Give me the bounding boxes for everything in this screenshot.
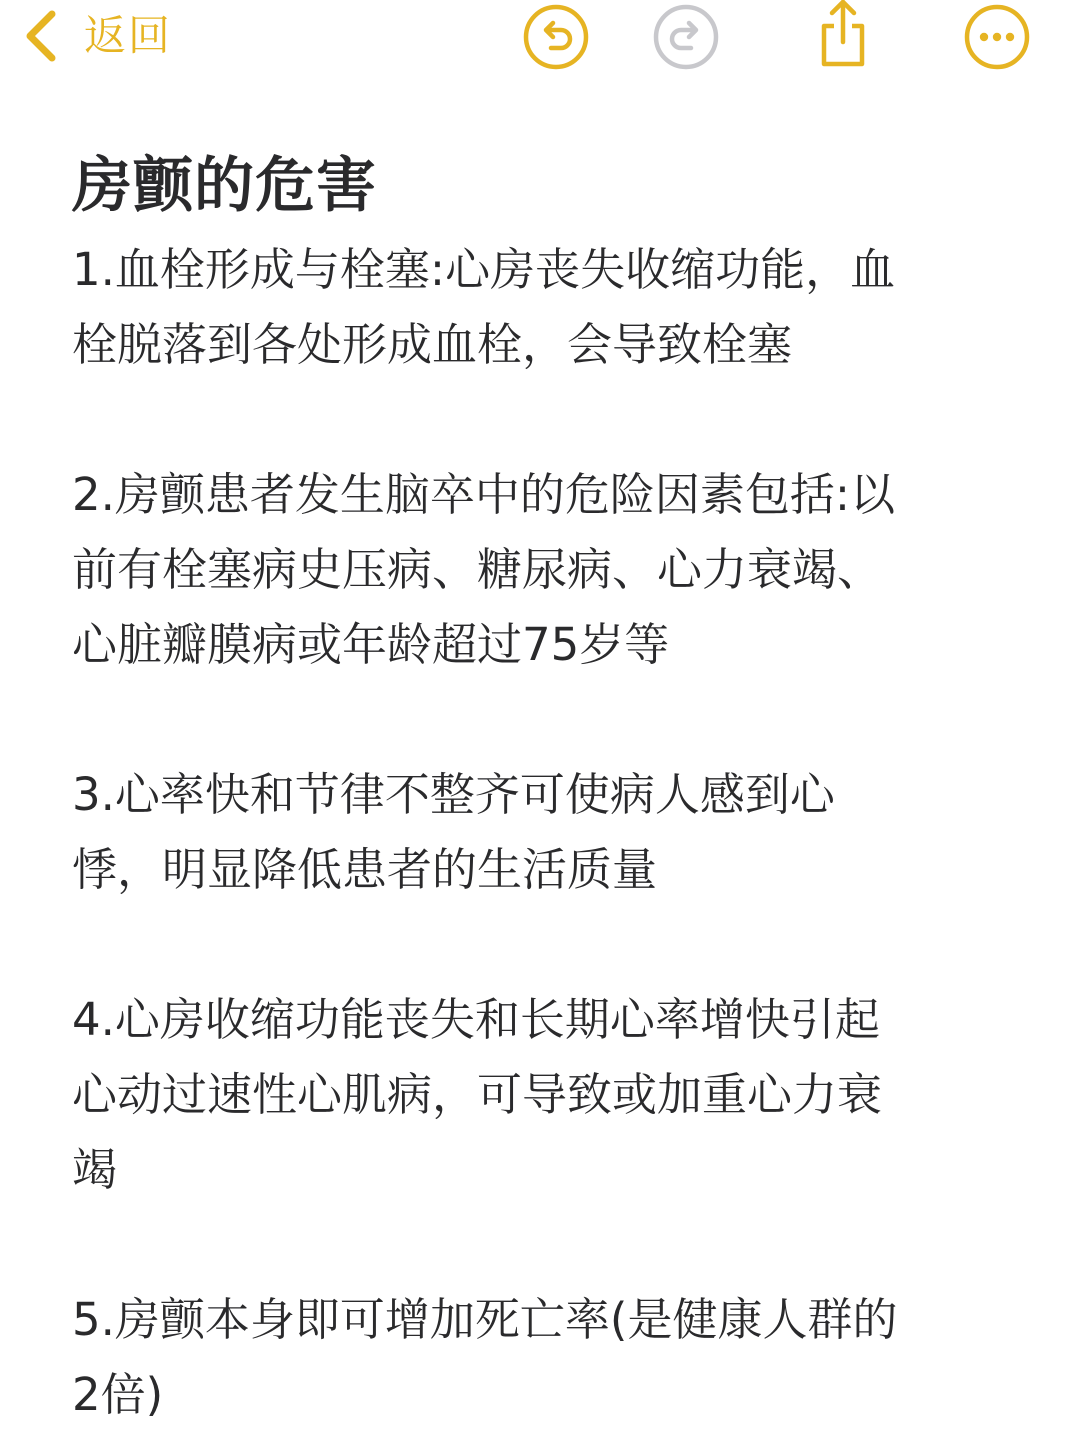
- note-line: 栓脱落到各处形成血栓，会导致栓塞: [72, 318, 793, 371]
- note-line: 前有栓塞病史压病、糖尿病、心力衰竭、: [72, 543, 883, 596]
- share-icon: [808, 0, 878, 68]
- back-label: 返回: [84, 11, 173, 60]
- note-paragraph-1: [72, 232, 1032, 382]
- back-button[interactable]: [18, 4, 172, 68]
- note-paragraph-2: [72, 457, 1032, 682]
- note-line: 2.房颤患者发生脑卒中的危险因素包括:以: [72, 468, 896, 521]
- note-body[interactable]: [72, 140, 1032, 1432]
- note-line: 1.血栓形成与栓塞:心房丧失收缩功能，血: [72, 243, 896, 296]
- note-title: 房颤的危害: [72, 151, 377, 221]
- blank-line: [72, 1207, 1032, 1282]
- more-icon: [962, 2, 1032, 72]
- note-line: 4.心房收缩功能丧失和长期心率增快引起: [72, 993, 880, 1046]
- note-line: 悸，明显降低患者的生活质量: [72, 843, 658, 896]
- blank-line: [72, 682, 1032, 757]
- top-toolbar: [0, 0, 1080, 80]
- note-line: 竭: [72, 1143, 118, 1196]
- note-line: 心脏瓣膜病或年龄超过75岁等: [72, 618, 670, 671]
- chevron-left-icon: [18, 6, 62, 66]
- blank-line: [72, 382, 1032, 457]
- redo-icon: [651, 2, 721, 72]
- note-line: 2倍): [72, 1368, 164, 1421]
- undo-button[interactable]: [521, 2, 591, 72]
- undo-icon: [521, 2, 591, 72]
- more-button[interactable]: [962, 2, 1032, 72]
- note-paragraph-5: [72, 1282, 1032, 1432]
- note-paragraph-4: [72, 982, 1032, 1207]
- redo-button[interactable]: [651, 2, 721, 72]
- blank-line: [72, 907, 1032, 982]
- note-line: 5.房颤本身即可增加死亡率(是健康人群的: [72, 1293, 898, 1346]
- note-line: 3.心率快和节律不整齐可使病人感到心: [72, 768, 835, 821]
- share-button[interactable]: [808, 0, 878, 68]
- note-line: 心动过速性心肌病，可导致或加重心力衰: [72, 1068, 883, 1121]
- note-paragraph-3: [72, 757, 1032, 907]
